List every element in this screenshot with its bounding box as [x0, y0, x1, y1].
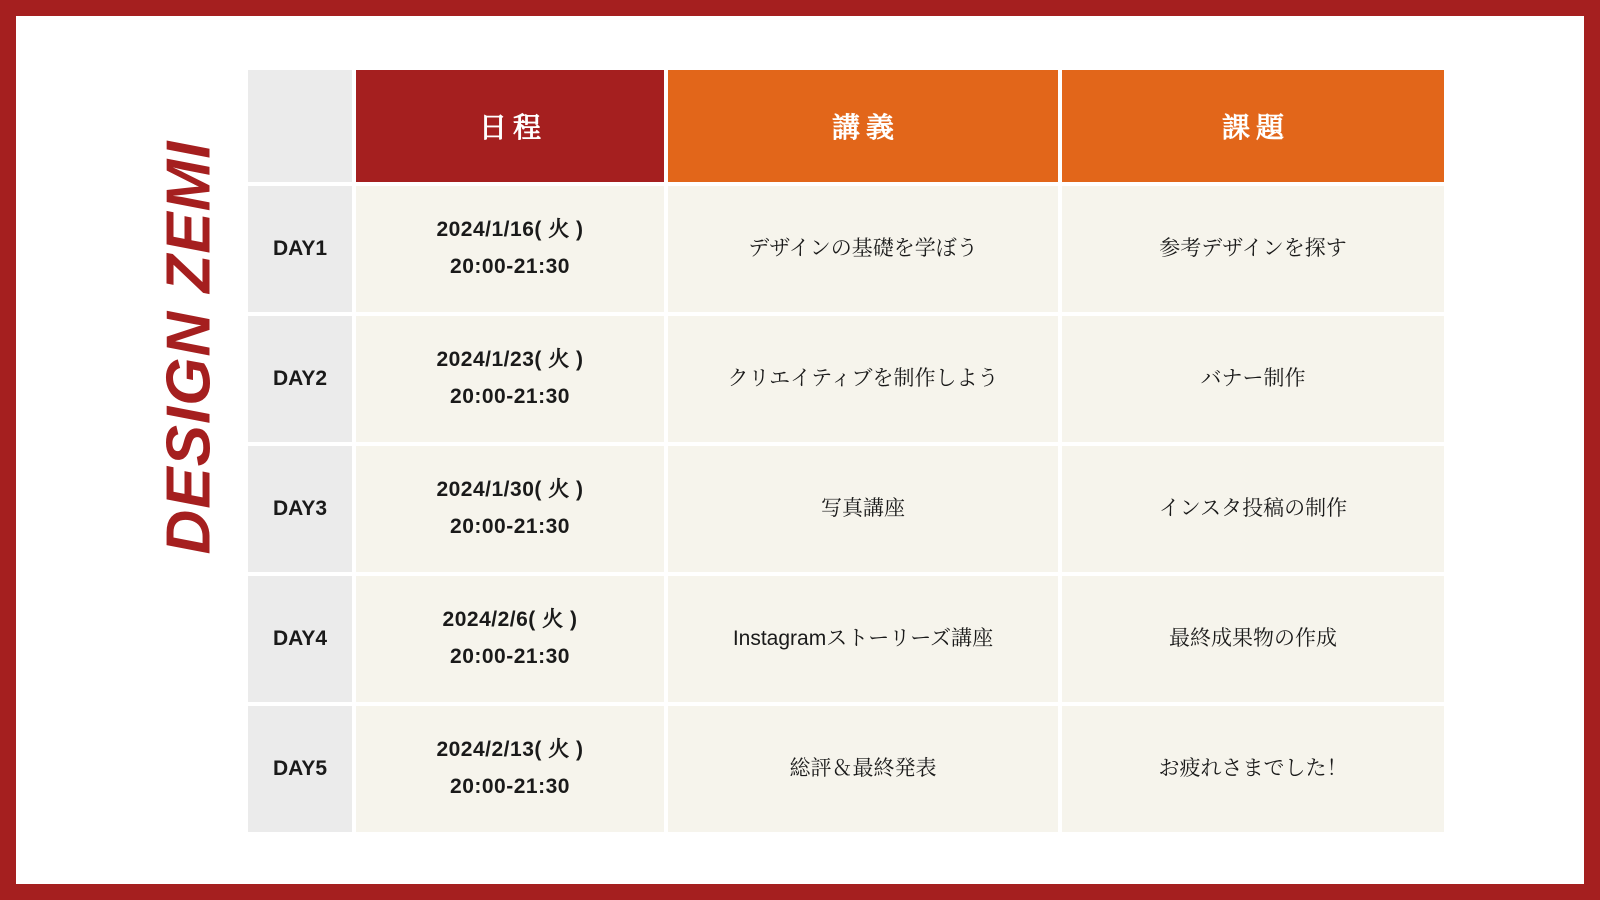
time-text: 20:00-21:30	[450, 385, 570, 408]
table-row	[248, 576, 1444, 702]
lecture-cell: Instagramストーリーズ講座	[668, 576, 1058, 702]
schedule-table	[244, 66, 1448, 836]
time-text: 20:00-21:30	[450, 775, 570, 798]
task-cell: 参考デザインを探す	[1062, 186, 1444, 312]
date-text: 2024/1/23( 火 )	[436, 348, 584, 372]
day-label: DAY1	[248, 186, 352, 312]
table-header-row	[248, 70, 1444, 182]
date-cell	[356, 576, 664, 702]
slide-page	[16, 16, 1584, 884]
day-label: DAY3	[248, 446, 352, 572]
table-row	[248, 706, 1444, 832]
day-label: DAY2	[248, 316, 352, 442]
date-text: 2024/1/16( 火 )	[436, 218, 584, 242]
column-header-date: 日程	[356, 70, 664, 182]
task-cell: インスタ投稿の制作	[1062, 446, 1444, 572]
day-label: DAY4	[248, 576, 352, 702]
table-corner-cell	[248, 70, 352, 182]
time-text: 20:00-21:30	[450, 645, 570, 668]
date-cell	[356, 446, 664, 572]
lecture-cell: デザインの基礎を学ぼう	[668, 186, 1058, 312]
time-text: 20:00-21:30	[450, 515, 570, 538]
lecture-cell: 写真講座	[668, 446, 1058, 572]
task-cell: お疲れさまでした！	[1062, 706, 1444, 832]
schedule-table-container	[244, 66, 1424, 836]
day-label: DAY5	[248, 706, 352, 832]
vertical-brand-title-text: DESIGN ZEMI	[154, 140, 224, 555]
date-text: 2024/2/13( 火 )	[436, 738, 584, 762]
time-text: 20:00-21:30	[450, 255, 570, 278]
table-row	[248, 446, 1444, 572]
table-row	[248, 186, 1444, 312]
date-cell	[356, 316, 664, 442]
date-text: 2024/1/30( 火 )	[436, 478, 584, 502]
task-cell: バナー制作	[1062, 316, 1444, 442]
task-cell: 最終成果物の作成	[1062, 576, 1444, 702]
lecture-cell: 総評＆最終発表	[668, 706, 1058, 832]
column-header-lecture: 講義	[668, 70, 1058, 182]
date-text: 2024/2/6( 火 )	[442, 608, 578, 632]
vertical-brand-title	[134, 140, 244, 832]
table-row	[248, 316, 1444, 442]
column-header-task: 課題	[1062, 70, 1444, 182]
lecture-cell: クリエイティブを制作しよう	[668, 316, 1058, 442]
date-cell	[356, 186, 664, 312]
date-cell	[356, 706, 664, 832]
